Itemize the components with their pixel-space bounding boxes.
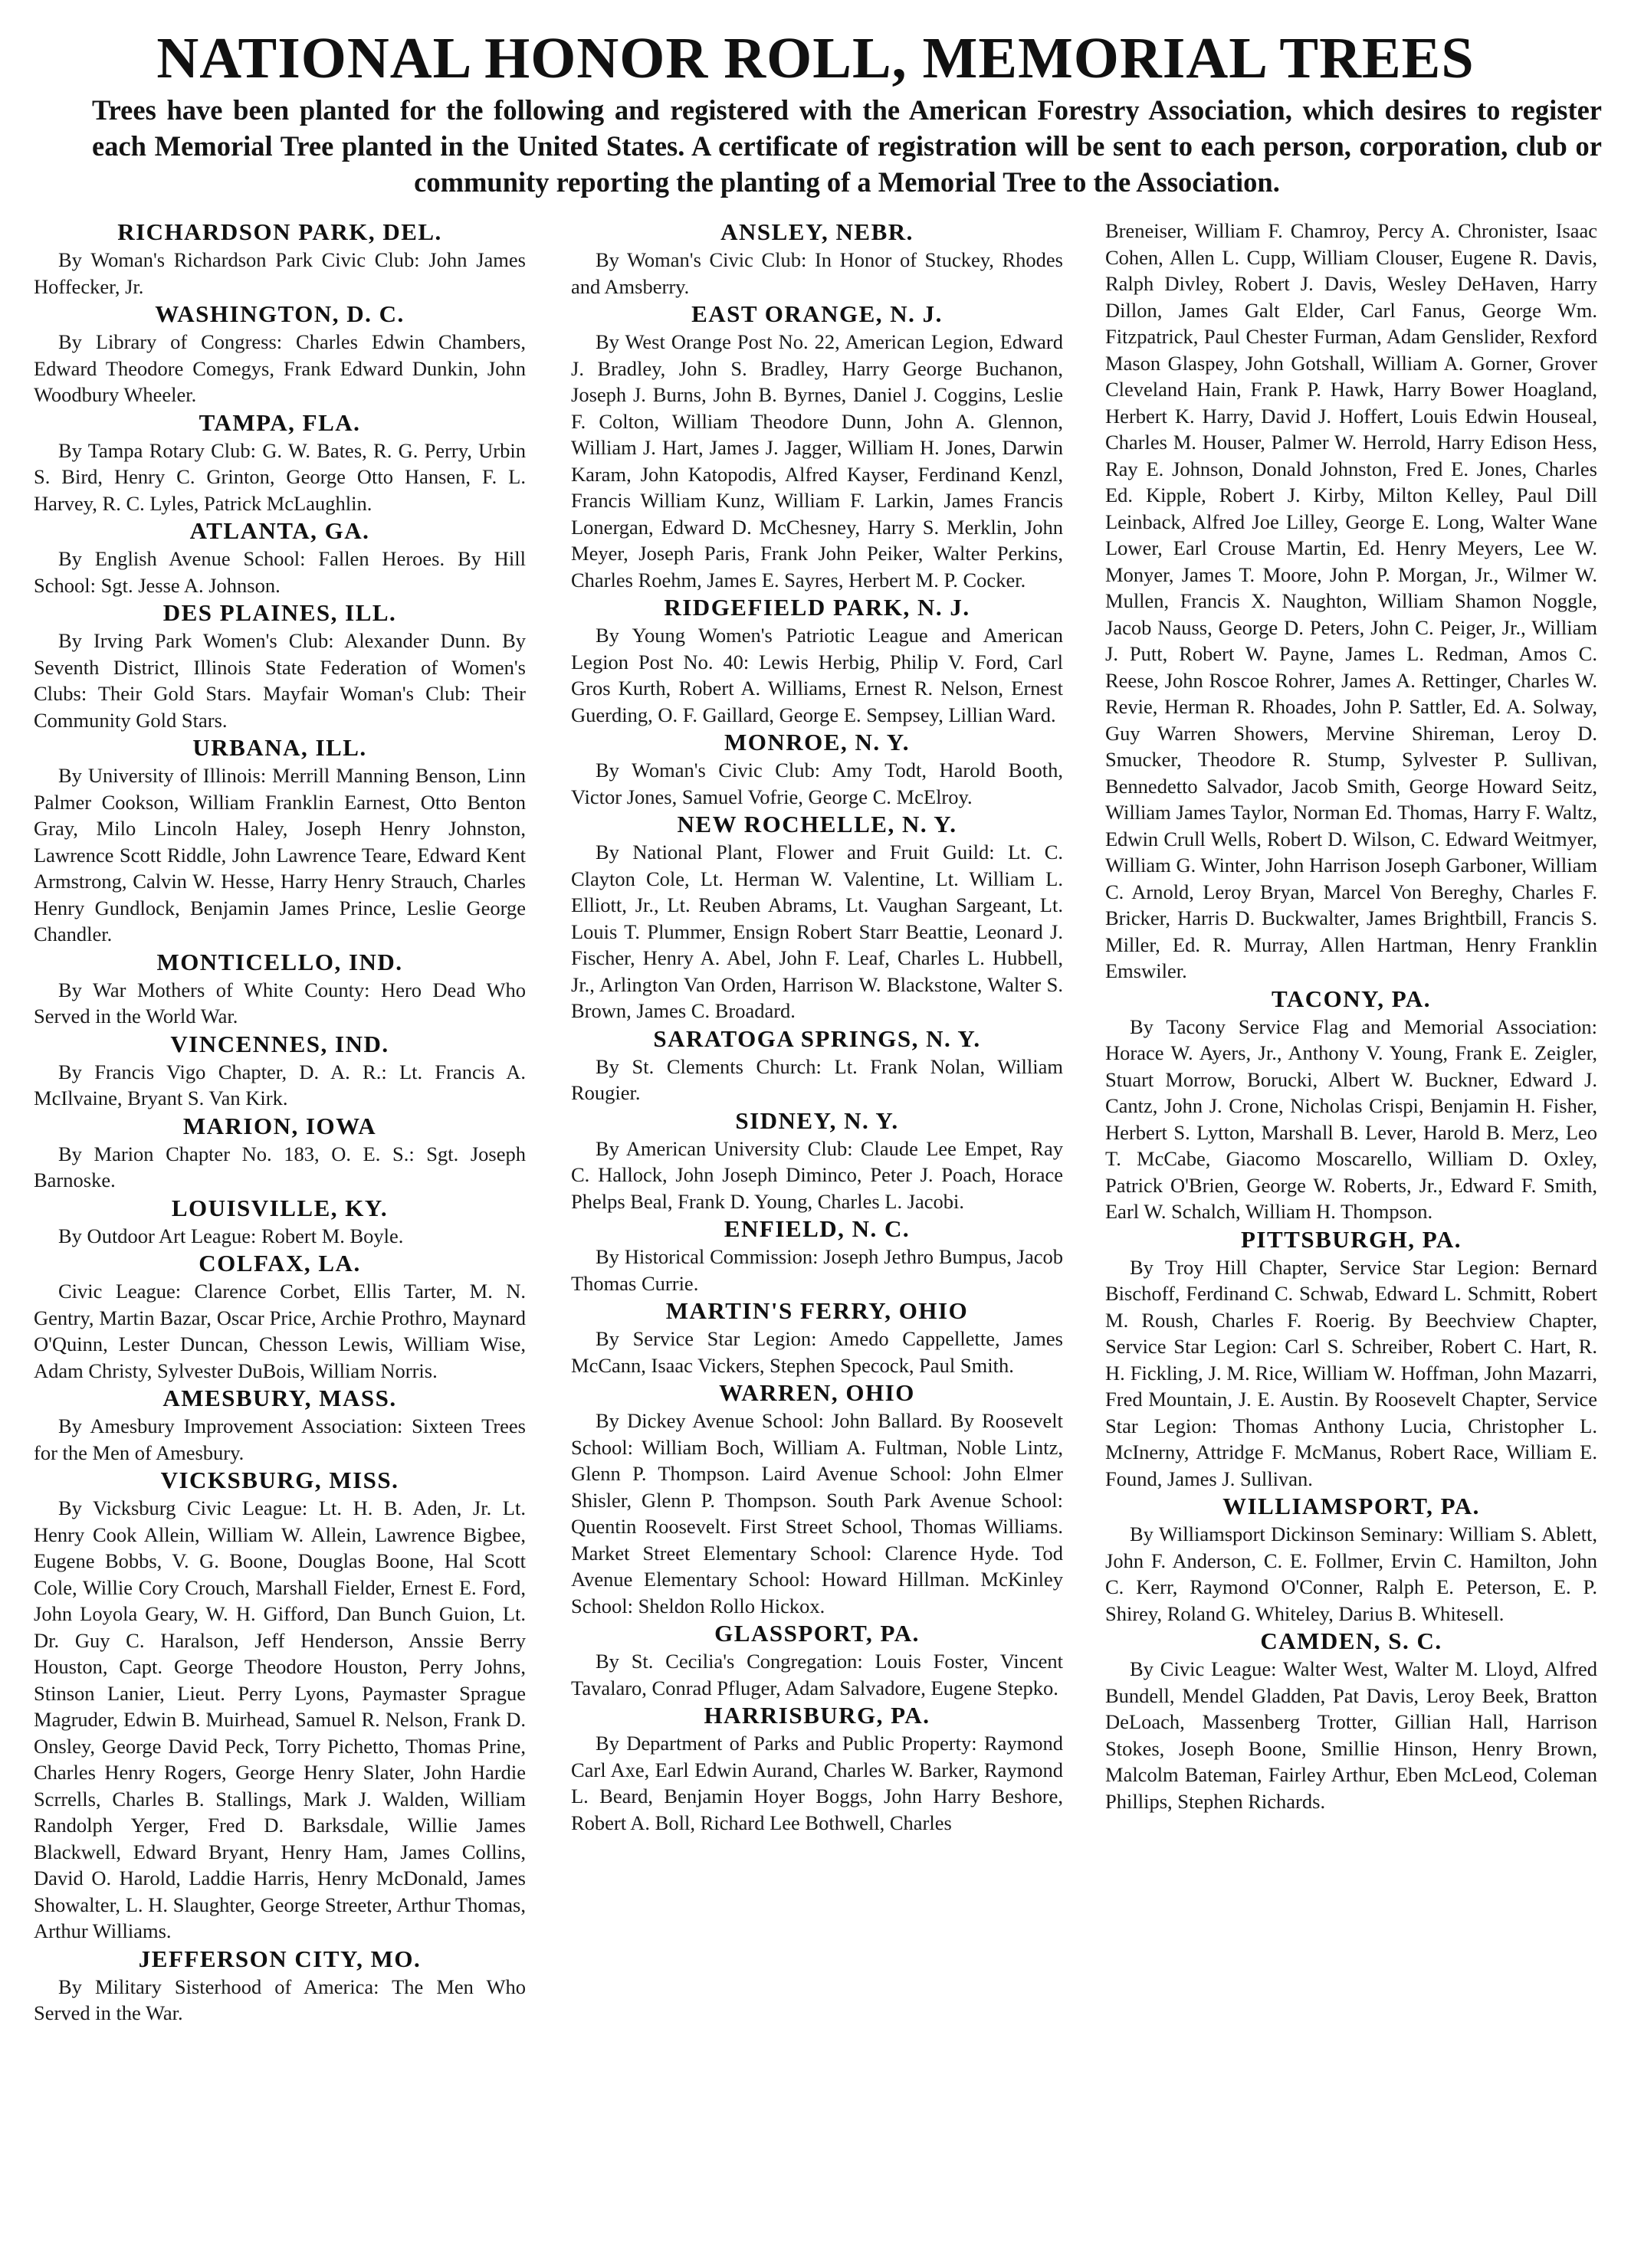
entry-place: JEFFERSON CITY, MO. [138,1945,422,1972]
entry-text: By University of Illinois: Merrill Manning Benson, Linn Palmer Cookson, William Franklin Earnest, Otto Benton Gray, Milo Lincoln Haley, Joseph Henry Johnston, Lawrence Scott Riddle, John Lawrence Teare, Edward Kent Armstrong, Calvin W. Hesse, Harry Henry Strauch, Charles Henry Gundlock, Benjamin James Prince, Leslie George Chandler. [34,764,526,946]
entry-place: EAST ORANGE, N. J. [691,300,943,327]
entry-place: CAMDEN, S. C. [1260,1627,1442,1654]
entry-text: By Military Sisterhood of America: The Men Who Served in the War. [34,1975,526,2024]
entry-place: LOUISVILLE, KY. [171,1194,389,1221]
honor-roll-entry [571,593,1063,728]
honor-roll-entry [34,300,526,408]
entry-text: By Woman's Civic Club: In Honor of Stuckey, Rhodes and Amsberry. [571,248,1063,298]
entry-text: By Woman's Civic Club: Amy Todt, Harold Booth, Victor Jones, Samuel Vofrie, George C. McElroy. [571,759,1063,808]
entry-text: By National Plant, Flower and Fruit Guild: Lt. C. Clayton Cole, Lt. Herman W. Valentine, Lt. William L. Elliott, Jr., Lt. Reuben Abrams, Lt. Vaughan Sargeant, Lt. Louis T. Plummer, Ensign Robert Starr Beattie, Leonard J. Fischer, Henry A. Abel, John F. Leaf, Charles L. Hubbell, Jr., Arlington Van Orden, Harrison W. Blackstone, Walter S. Brown, James C. Broadard. [571,841,1063,1022]
entry-text: By Historical Commission: Joseph Jethro Bumpus, Jacob Thomas Currie. [571,1245,1063,1295]
entry-place: VINCENNES, IND. [170,1030,389,1057]
entry-text: By Tampa Rotary Club: G. W. Bates, R. G. Perry, Urbin S. Bird, Henry C. Grinton, George Otto Hansen, F. L. Harvey, R. C. Lyles, Patrick McLaughlin. [34,438,526,515]
honor-roll-entry [571,728,1063,810]
entry-place: MONTICELLO, IND. [156,948,403,975]
honor-roll-entry [34,1466,526,1945]
entry-place: HARRISBURG, PA. [704,1702,930,1729]
entry-place: GLASSPORT, PA. [714,1620,920,1647]
entry-text: By Woman's Richardson Park Civic Club: John James Hoffecker, Jr. [34,248,526,298]
entry-place: ATLANTA, GA. [189,517,370,544]
intro-paragraph: Trees have been planted for the following and registered with the American Forestry Association, which desires to register each Memorial Tree planted in the United States. A certificate of registration will be sent to each person, corporation, club or community reporting the planting of a Memorial Tree to the Association. [92,94,1602,198]
entry-place: RICHARDSON PARK, DEL. [117,218,442,245]
entry-place: MARION, IOWA [182,1112,377,1139]
honor-roll-entry [34,1249,526,1384]
entry-text: By English Avenue School: Fallen Heroes. By Hill School: Sgt. Jesse A. Johnson. [34,547,526,597]
honor-roll-entry [571,1701,1063,1836]
honor-roll-entry [34,733,526,948]
entry-place: MARTIN'S FERRY, OHIO [665,1297,969,1324]
page-title: NATIONAL HONOR ROLL, MEMORIAL TREES [156,26,1475,90]
entry-place: WILLIAMSPORT, PA. [1222,1493,1480,1519]
honor-roll-entry [34,1112,526,1194]
entry-text: By Library of Congress: Charles Edwin Chambers, Edward Theodore Comegys, Frank Edward Dunkin, John Woodbury Wheeler. [34,330,526,406]
entry-text: By Civic League: Walter West, Walter M. Lloyd, Alfred Bundell, Mendel Gladden, Pat Davis, Leroy Beek, Bratton DeLoach, Massenberg Trotter, Gillian Hall, Harrison Stokes, Joseph Boone, Smillie Hinson, Henry Brown, Malcolm Bateman, Fairley Arthur, Eben McLeod, Coleman Phillips, Stephen Richards. [1105,1657,1597,1813]
honor-roll-entry [34,218,526,300]
honor-roll-entry [571,1024,1063,1106]
entry-text: By St. Cecilia's Congregation: Louis Foster, Vincent Tavalaro, Conrad Pfluger, Adam Salvadore, Eugene Stepko. [571,1650,1063,1699]
honor-roll-entry [34,1945,526,2027]
honor-roll-entry [1105,985,1597,1225]
entry-text: By Dickey Avenue School: John Ballard. By Roosevelt School: William Boch, William A. Fultman, Noble Lintz, Glenn P. Thompson. Laird Avenue School: John Elmer Shisler, Glenn P. Thompson. South Park Avenue School: Quentin Roosevelt. First Street School, Thomas Williams. Market Street Elementary School: Clarence Hyde. Tod Avenue Elementary School: Howard Hillman. McKinley School: Sheldon Rollo Hickox. [571,1409,1063,1617]
entry-place: SARATOGA SPRINGS, N. Y. [653,1024,981,1052]
honor-roll-entry [571,1214,1063,1296]
entry-text: By Amesbury Improvement Association: Sixteen Trees for the Men of Amesbury. [34,1414,526,1464]
entry-place: AMESBURY, MASS. [162,1385,397,1411]
entry-text: By St. Clements Church: Lt. Frank Nolan, William Rougier. [571,1054,1063,1104]
entry-text: By Vicksburg Civic League: Lt. H. B. Aden, Jr. Lt. Henry Cook Allein, William W. Allein, Lawrence Bigbee, Eugene Bobbs, V. G. Boone, Douglas Boone, Hal Scott Cole, Willie Cory Crouch, Marshall Fielder, Ernest E. Ford, John Loyola Geary, W. H. Gifford, Dan Bunch Guion, Lt. Dr. Guy C. Haralson, Jeff Henderson, Anssie Berry Houston, Capt. George Theodore Houston, Perry Johns, Stinson Lanier, Lieut. Perry Lyons, Paymaster Sprague Magruder, Edwin B. Muirhead, Samuel R. Nelson, Frank D. Onsley, George David Peck, Torry Pichetto, Thomas Prine, Charles Henry Rogers, George Henry Slater, John Hardie Scrrells, Charles B. Stallings, Mark J. Walden, William Randolph Yerger, Fred D. Barksdale, Willie James Blackwell, Edward Bryant, Henry Ham, James Collins, David O. Harold, Laddie Harris, Henry McDonald, James Showalter, L. H. Slaughter, George Streeter, Arthur Thomas, Arthur Williams. [34,1496,526,1942]
entry-place: MONROE, N. Y. [724,729,910,755]
entry-place: ENFIELD, N. C. [724,1215,911,1242]
entry-text: By Department of Parks and Public Property: Raymond Carl Axe, Earl Edwin Aurand, Charles W. Barker, Raymond L. Beard, Benjamin Hoyer Boggs, John Harry Beshore, Robert A. Boll, Richard Lee Bothwell, Charles [571,1732,1063,1834]
honor-roll-entry-continued [1105,218,1597,985]
honor-roll-entry [1105,1627,1597,1814]
entry-text: By Tacony Service Flag and Memorial Association: Horace W. Ayers, Jr., Anthony V. Young, Frank E. Zeigler, Stuart Morrow, Borucki, Albert W. Buckner, Edward J. Cantz, John J. Crone, Nicholas Crispi, Benjamin H. Fisher, Herbert S. Lytton, Marshall B. Lever, Harold B. Merz, Leo T. McCabe, Giacomo Moscarello, William D. Oxley, Patrick O'Brien, George W. Roberts, Jr., Edward F. Smith, Earl W. Schalch, William H. Thompson. [1105,1014,1597,1223]
entry-text: By Outdoor Art League: Robert M. Boyle. [58,1224,404,1247]
entry-place: DES PLAINES, ILL. [162,599,397,626]
entry-place: VICKSBURG, MISS. [160,1467,399,1493]
column-2 [571,218,1063,2256]
honor-roll-entry [34,598,526,733]
honor-roll-entry [571,1106,1063,1215]
honor-roll-entry [34,1030,526,1112]
entry-place: NEW ROCHELLE, N. Y. [677,811,957,837]
honor-roll-entry [571,1296,1063,1378]
honor-roll-entry [571,1378,1063,1619]
honor-roll-entry [571,1619,1063,1701]
entry-text: By Irving Park Women's Club: Alexander Dunn. By Seventh District, Illinois State Federation of Women's Clubs: Their Gold Stars. Mayfair Woman's Club: Their Community Gold Stars. [34,629,526,732]
column-1 [34,218,526,2256]
entry-text: Breneiser, William F. Chamroy, Percy A. Chronister, Isaac Cohen, Allen L. Cupp, William Clouser, Eugene R. Davis, Ralph Divley, Robert J. Davis, Wesley DeHaven, Harry Dillon, James Galt Elder, Carl Fanus, George Wm. Fitzpatrick, Paul Chester Furman, Adam Genslider, Rexford Mason Glaspey, John Gotshall, William A. Gorner, Grover Cleveland Hain, Frank P. Hawk, Harry Bower Hoagland, Herbert K. Harry, David J. Hoffert, Louis Edwin Houseal, Charles M. Houser, Palmer W. Herrold, Harry Edison Hess, Ray E. Johnson, Donald Johnston, Fred E. Jones, Charles Ed. Kipple, Robert J. Kirby, Milton Kelley, Paul Dill Leinback, Alfred Joe Lilley, George E. Long, Walter Wane Lower, Earl Crouse Martin, Ed. Henry Meyers, Lee W. Monyer, James T. Moore, John P. Morgan, Jr., Wilmer W. Mullen, Francis X. Naughton, William Shamon Noggle, Jacob Nauss, George D. Peters, John C. Peiger, Jr., William J. Putt, Robert W. Payne, James L. Redman, Amos C. Reese, John Roscoe Rohrer, James A. Rettinger, Charles W. Revie, Herman R. Rhoades, John P. Sattler, Ed. A. Solway, Guy Warren Showers, Mervine Shireman, Leroy D. Smucker, Theodore R. Stump, Sylvester P. Sullivan, Bennedetto Salvador, Jacob Smith, George Howard Seitz, William James Taylor, Norman Ed. Thomas, Harry F. Waltz, Edwin Crull Wells, Robert D. Wilson, C. Edward Weitmyer, William G. Winter, John Harrison Joseph Garboner, William C. Arnold, Leroy Bryan, Marcel Von Bereghy, Charles F. Bricker, Harris D. Buckwalter, James Brightbill, Francis S. Miller, Ed. R. Murray, Allen Hartman, Henry Franklin Emswiler. [1105,219,1597,982]
honor-roll-entry [571,218,1063,300]
entry-text: By Marion Chapter No. 183, O. E. S.: Sgt. Joseph Barnoske. [34,1142,526,1191]
entry-text: By Troy Hill Chapter, Service Star Legion: Bernard Bischoff, Ferdinand C. Schwab, Edward L. Schmitt, Robert M. Roush, Charles F. Roerig. By Beechview Chapter, Service Star Legion: Carl S. Schreiber, Robert C. Hart, R. H. Fickling, J. M. Rice, William W. Hoffman, John Mazarri, Fred Mountain, J. E. Austin. By Roosevelt Chapter, Service Star Legion: Thomas Anthony Lucia, Christopher L. McInerny, Attridge F. McManus, Robert Race, William E. Found, James J. Sullivan. [1105,1255,1597,1490]
entry-place: TACONY, PA. [1272,985,1431,1012]
entry-text: By Service Star Legion: Amedo Cappellette, James McCann, Isaac Vickers, Stephen Specock, Paul Smith. [571,1327,1063,1377]
honor-roll-entry [34,516,526,598]
column-3 [1105,218,1597,2256]
entry-text: Civic League: Clarence Corbet, Ellis Tarter, M. N. Gentry, Martin Bazar, Oscar Price, Archie Prothro, Maynard O'Quinn, Lester Duncan, Chesson Lewis, William Wise, Adam Christy, Sylvester DuBois, William Norris. [34,1280,526,1382]
entry-text: By West Orange Post No. 22, American Legion, Edward J. Bradley, John S. Bradley, Harry George Buchanon, Joseph J. Burns, John B. Byrnes, Daniel J. Coggins, Leslie F. Colton, William Theodore Dunn, John A. Glennon, William J. Hart, James J. Jagger, William H. Jones, Darwin Karam, John Katopodis, Alfred Kayser, Ferdinand Kenzl, Francis William Kunz, William F. Larkin, James Francis Lonergan, Edward D. McChesney, Harry S. Merklin, John Meyer, Joseph Paris, Frank John Peiker, Walter Perkins, Charles Roehm, James E. Sayres, Herbert M. P. Cocker. [571,330,1063,592]
entry-text: By Francis Vigo Chapter, D. A. R.: Lt. Francis A. McIlvaine, Bryant S. Van Kirk. [34,1060,526,1109]
entry-text: By War Mothers of White County: Hero Dead Who Served in the World War. [34,978,526,1027]
entry-place: ANSLEY, NEBR. [720,218,914,245]
entry-place: URBANA, ILL. [192,734,367,761]
entry-place: TAMPA, FLA. [199,408,361,436]
entry-text: By Young Women's Patriotic League and American Legion Post No. 40: Lewis Herbig, Philip V. Ford, Carl Gros Kurth, Robert A. Williams, Ernest R. Nelson, Ernest Guerding, O. F. Gaillard, George E. Sempsey, Lillian Ward. [571,624,1063,726]
entry-text: By Williamsport Dickinson Seminary: William S. Ablett, John F. Anderson, C. E. Follmer, Ervin C. Hamilton, John C. Kerr, Raymond O'Conner, Ralph E. Peterson, E. P. Shirey, Roland G. Whiteley, Darius B. Whitesell. [1105,1522,1597,1625]
entry-place: RIDGEFIELD PARK, N. J. [664,594,970,621]
honor-roll-entry [1105,1492,1597,1627]
entry-place: WASHINGTON, D. C. [155,300,405,327]
honor-roll-entry [571,810,1063,1024]
honor-roll-entry [34,408,526,517]
entry-place: COLFAX, LA. [199,1250,361,1277]
honor-roll-entry [34,948,526,1030]
entry-place: SIDNEY, N. Y. [735,1106,899,1134]
entry-place: PITTSBURGH, PA. [1240,1225,1462,1253]
honor-roll-entry [34,1194,526,1250]
honor-roll-entry [1105,1225,1597,1493]
entry-place: WARREN, OHIO [719,1379,915,1406]
honor-roll-entry [34,1384,526,1466]
honor-roll-entry [571,300,1063,593]
entry-text: By American University Club: Claude Lee Empet, Ray C. Hallock, John Joseph Diminco, Peter J. Poach, Horace Phelps Beal, Frank D. Young, Charles L. Jacobi. [571,1136,1063,1213]
